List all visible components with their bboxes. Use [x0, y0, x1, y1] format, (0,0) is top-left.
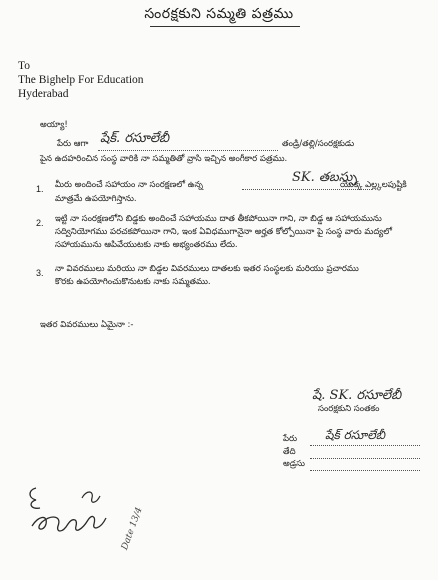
item-1-text-a: మీరు అందించే సహాయం నా సంరక్షణలో ఉన్న: [55, 180, 203, 190]
address-city: Hyderabad: [18, 88, 69, 100]
name-blank-line: [98, 150, 278, 151]
item-3-number: 3.: [36, 268, 44, 278]
item-2-text: ఇట్టి నా సంరక్షణలోని బిడ్డకు అందించే సహాయము దాత తీకపోయినా గాని, నా బిడ్డ ఆ సహాయమును సద్వినియోగము పరచకపోయినా గాని, ఇంక ఏవిధముగానైనా అర్హత కోల్పోయినా పై సంస్థ వారు మద్యలో సహాయమును ఆపివేయుటకు నాకు అభ్యంతరము లేదు.: [55, 214, 392, 250]
consent-intro: పైన ఉదహరించిన సంస్థ వారికి నా సమ్మతితో వ్రాసి ఇచ్చిన అంగీకార పత్రము.: [40, 154, 288, 164]
child-name-handwritten: SK. తబస్సు: [292, 170, 358, 185]
item-1-text-c: మాత్రమే ఉపయోగిస్తాను.: [55, 194, 137, 204]
field-address-label: అడ్రసు: [283, 459, 305, 469]
signature-label: సంరక్షకుని సంతకం: [318, 404, 380, 414]
item-3-text: నా వివరములు మరియు నా బిడ్డల వివరములు దాతలకు ఇతర సంస్థలకు మరియు ప్రచారము కొరకు ఉపయోగించుకొనుటకు నాకు సమ్మతము.: [55, 264, 359, 287]
field-date-line: [310, 458, 420, 459]
relation-label: తండ్రి/తల్లి/సంరక్షకుడు: [282, 139, 355, 149]
name-prefix: పేరు ఆగా: [57, 139, 89, 149]
other-details-label: ఇతర వివరములు ఏమైనా :-: [40, 320, 134, 330]
document-title: సంరక్షకుని సమ్మతి పత్రము: [144, 6, 294, 22]
handwritten-initials-signature: [22, 478, 132, 548]
field-address-line: [310, 470, 420, 471]
salutation: అయ్యా!: [40, 120, 68, 130]
field-name-value: షేక్ రసూలేబీ: [325, 428, 385, 442]
field-date-label: తేది: [283, 447, 296, 457]
field-name-label: పేరు: [283, 434, 298, 444]
field-name-line: [310, 445, 420, 446]
item-1-number: 1.: [36, 184, 44, 194]
marginal-date-note: Date 13/4: [120, 506, 145, 552]
address-to: To: [18, 60, 30, 72]
address-organization: The Bighelp For Education: [18, 74, 144, 86]
title-underline: [150, 26, 300, 27]
guardian-signature: షే. SK. రసూలేబీ: [312, 388, 402, 403]
item-1-text-b: యొక్క ఎల్ల్కలపుష్టికి: [340, 180, 407, 190]
item-2-number: 2.: [36, 218, 44, 228]
guardian-name-handwritten: షేక్. రసూలేబీ: [100, 131, 170, 146]
